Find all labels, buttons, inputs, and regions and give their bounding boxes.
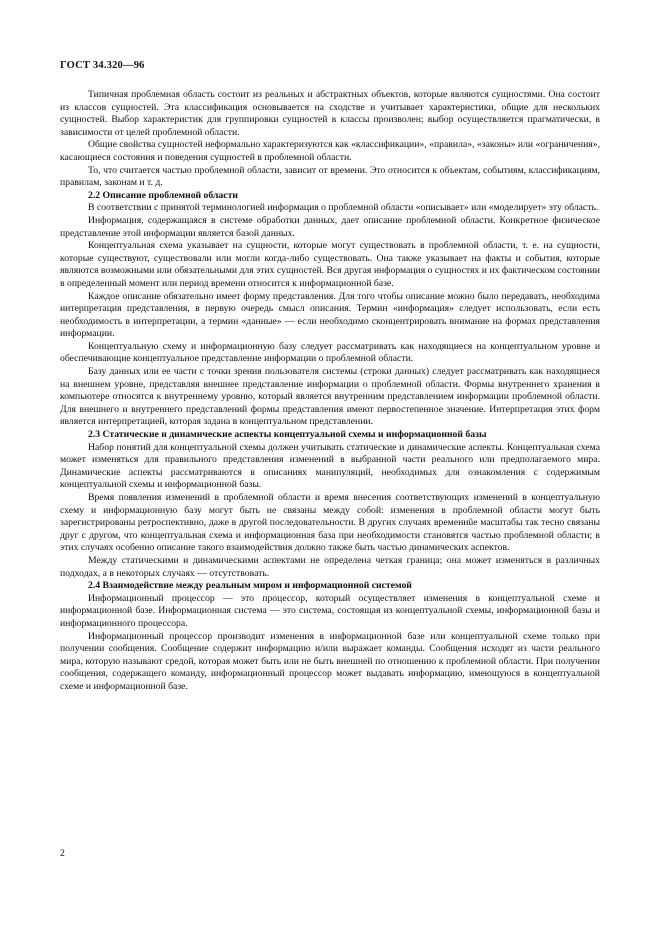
paragraph: Базу данных или ее части с точки зрения пользователя системы (строки данных) следует рассматривать как находящиеся на внешнем уровне, представляя внешнее представление информации о проблемной области. Формы внутреннего хранения в компьютере относятся к внутреннему уровню, который является внутренним представлением информации проблемной области. Для внешнего и внутреннего представлений формы представления имеют первостепенное значение. Интерпретация этих форм является интерпретацией, которая задана в концептуальном представлении. [60, 366, 600, 428]
paragraph: Каждое описание обязательно имеет форму представления. Для того чтобы описание можно было передавать, необходима интерпретация представления, в первую очередь смысл описания. Термин «информация» следует использовать, если есть необходимость в интерпретации, а термин «данные» — если необходимо сконцентрировать внимание на формах представления информации. [60, 290, 600, 340]
paragraph: Между статическими и динамическими аспектами не определена четкая граница; она может изменяться в различных подходах, а в некоторых случаях — отсутствовать. [60, 554, 600, 579]
paragraph: Концептуальная схема указывает на сущности, которые могут существовать в проблемной области, т. е. на сущности, которые существуют, существовали или могли когда-либо существовать. Она также указывает на факты и события, которые являются возможными или обязательными для этих сущностей. Вся другая информация о сущностях и их фактическом состоянии в определенный момент или период времени относится к информационной базе. [60, 240, 600, 289]
paragraph: Информация, содержащаяся в системе обработки данных, дает описание проблемной области. Конкретное физическое представление этой информации является базой данных. [60, 214, 600, 239]
document-page [60, 60, 600, 694]
section-heading: 2.2 Описание проблемной области [88, 189, 238, 201]
document-header: ГОСТ 34.320—96 [60, 60, 145, 71]
document-body [60, 89, 600, 694]
paragraph: В соответствии с принятой терминологией информация о проблемной области «описывает» или «моделирует» эту область. [88, 202, 599, 214]
paragraph: Набор понятий для концептуальной схемы должен учитывать статические и динамические аспекты. Концептуальная схема может изменяться для правильного представления изменений в выбранной части реального или предполагаемого мира. Динамические аспекты рассматриваются в описаниях манипуляций, необходимых для ознакомления с содержимым концептуальной схемы и информационной базы. [60, 441, 600, 491]
page-number: 2 [60, 848, 65, 859]
section-heading: 2.4 Взаимодействие между реальным миром и информационной системой [88, 580, 412, 592]
paragraph: Типичная проблемная область состоит из реальных и абстрактных объектов, которые являются сущностями. Она состоит из классов сущностей. Эта классификация основывается на сходстве и учитывает характеристики, общие для нескольких сущностей. Выбор характеристик для группировки сущностей в классы произволен; выбор осуществляется прагматически, в зависимости от целей проблемной области. [60, 89, 600, 138]
paragraph: Время появления изменений в проблемной области и время внесения соответствующих изменений в концептуальную схему и информационную базу могут быть не связаны между собой: изменения в проблемной области могут быть зарегистрированы ретроспективно, даже в другой последовательности. В других случаях временнûе масштабы так тесно связаны друг с другом, что концептуальная схема и информационная база при необходимости становятся частью проблемной области; в этих случаях особенно описание такого взаимодействия должно также быть частью динамических аспектов. [60, 492, 600, 554]
paragraph: Общие свойства сущностей неформально характеризуются как «классификации», «правила», «законы» или «ограничения», касающиеся состояния и поведения сущностей в проблемной области. [60, 139, 600, 163]
paragraph: То, что считается частью проблемной области, зависит от времени. Это относится к объектам, событиям, классификациям, правилам, законам и т. д. [60, 164, 600, 189]
paragraph: Концептуальную схему и информационную базу следует рассматривать как находящиеся на концептуальном уровне и обеспечивающие концептуальное представление информации о проблемной области. [60, 340, 600, 365]
paragraph: Информационный процессор производит изменения в информационной базе или концептуальной схеме только при получении сообщения. Сообщение содержит информацию и/или выражает команды. Сообщения исходят из части реального мира, которую называют средой, которая может быть или не быть внешней по отношению к проблемной области. При получении сообщения, содержащего команду, информационный процессор может выдавать информацию, имеющуюся в концептуальной схеме и информационной базе. [60, 630, 600, 692]
paragraph: Информационный процессор — это процессор, который осуществляет изменения в концептуальной схеме и информационной базе. Информационная система — это система, состоящая из концептуальной схемы, информационной базы и информационного процессора. [60, 592, 600, 629]
section-heading: 2.3 Статические и динамические аспекты концептуальной схемы и информационной базы [88, 429, 487, 441]
